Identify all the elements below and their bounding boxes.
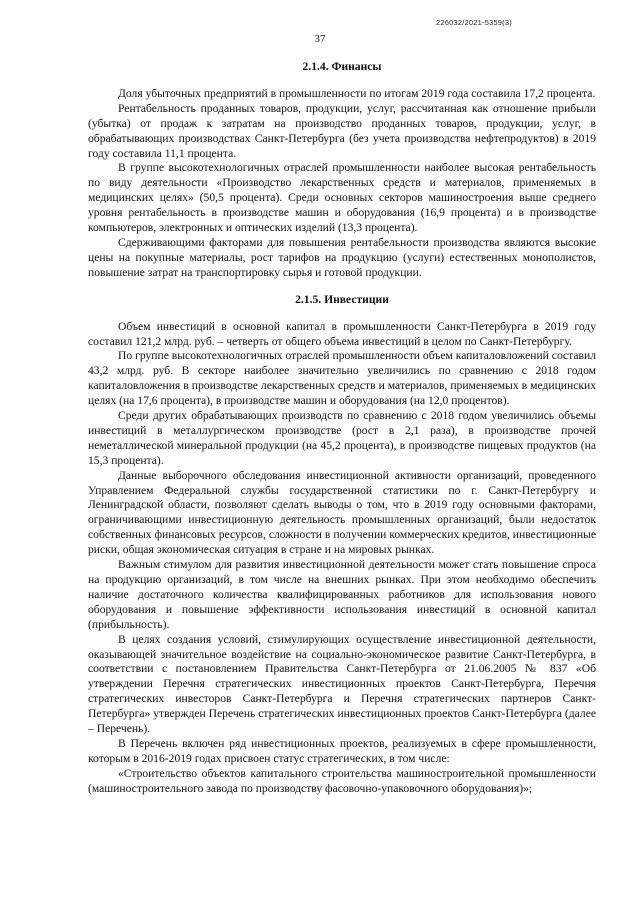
paragraph: Среди других обрабатывающих производств по сравнению с 2018 годом увеличились объемы инвестиций в металлургическом производстве (рост в 2,1 раза), в производстве прочей неметаллической минеральной продукции (на 45,2 процента), в производстве пищевых продуктов (на 15,3 процента). [88, 409, 596, 467]
paragraph: Объем инвестиций в основной капитал в промышленности Санкт-Петербурга в 2019 году составил 121,2 млрд. руб. – четверть от общего объема инвестиций в целом по Санкт-Петербургу. [88, 319, 596, 348]
section-spacer [88, 281, 596, 293]
paragraph: По группе высокотехнологичных отраслей промышленности объем капиталовложений составил 43,2 млрд. руб. В секторе наиболее значительно увеличились по сравнению с 2018 годом капиталовложения в производстве лекарственных средств и материалов, применяемых в медицинских целях (на 17,6 процента), в производстве машин и оборудования (на 12,0 процентов). [88, 349, 596, 408]
page-content [88, 60, 596, 797]
paragraph: «Строительство объектов капитального строительства машиностроительной промышленности (машиностроительного завода по производству фасовочно-упаковочного оборудования)»; [88, 766, 596, 795]
paragraph: В Перечень включен ряд инвестиционных проектов, реализуемых в сфере промышленности, которым в 2016-2019 годах присвоен статус стратегических, в том числе: [88, 736, 596, 765]
paragraph: В целях создания условий, стимулирующих осуществление инвестиционной деятельности, оказывающей значительное воздействие на социально-экономическое развитие Санкт-Петербурга, в соответствии с постановлением Правительства Санкт-Петербурга от 21.06.2005 № 837 «Об утверждении Перечня стратегических инвестиционных проектов Санкт-Петербурга, Перечня стратегических инвесторов Санкт-Петербурга и Перечня стратегических партнеров Санкт-Петербурга» утвержден Перечень стратегических инвестиционных проектов Санкт-Петербурга (далее – Перечень). [88, 632, 596, 736]
paragraph: Данные выборочного обследования инвестиционной активности организаций, проведенного Управлением Федеральной службы государственной статистики по г. Санкт-Петербургу и Ленинградской области, позволяют сделать выводы о том, что в 2019 году основными факторами, ограничивающими инвестиционную деятельность промышленных организаций, были недостаток собственных финансовых ресурсов, сложности в получении коммерческих кредитов, инвестиционные риски, общая экономическая ситуация в стране и на мировых рынках. [88, 468, 596, 557]
paragraph: Сдерживающими факторами для повышения рентабельности производства являются высокие цены на покупные материалы, рост тарифов на продукцию (услуги) естественных монополистов, повышение затрат на транспортировку сырья и готовой продукции. [88, 235, 596, 279]
paragraph: Важным стимулом для развития инвестиционной деятельности может стать повышение спроса на продукцию организаций, в том числе на внешних рынках. При этом необходимо обеспечить наличие достаточного количества квалифицированных работников для использования нового оборудования и повышение эффективности использования инвестиций в основной капитал (прибыльность). [88, 558, 596, 631]
paragraph: Доля убыточных предприятий в промышленности по итогам 2019 года составила 17,2 процента. [118, 86, 596, 100]
page-number: 37 [314, 33, 326, 45]
section-heading-investments: 2.1.5. Инвестиции [295, 292, 389, 306]
paragraph: В группе высокотехнологичных отраслей промышленности наиболее высокая рентабельность по виду деятельности «Производство лекарственных средств и материалов, применяемых в медицинских целях» (50,5 процента). Среди основных секторов машиностроения выше среднего уровня рентабельность в производстве машин и оборудования (16,9 процента) и в производстве компьютеров, электронных и оптических изделий (13,3 процента). [88, 161, 596, 235]
paragraph: Рентабельность проданных товаров, продукции, услуг, рассчитанная как отношение прибыли (убытка) от продаж к затратам на производство проданных товаров, продукции, услуг, в обрабатывающих производствах Санкт-Петербурга (без учета производства нефтепродуктов) в 2019 году составила 11,1 процента. [88, 101, 596, 160]
document-id: 226032/2021-5359(3) [436, 18, 512, 27]
section-heading-finance: 2.1.4. Финансы [302, 60, 382, 73]
